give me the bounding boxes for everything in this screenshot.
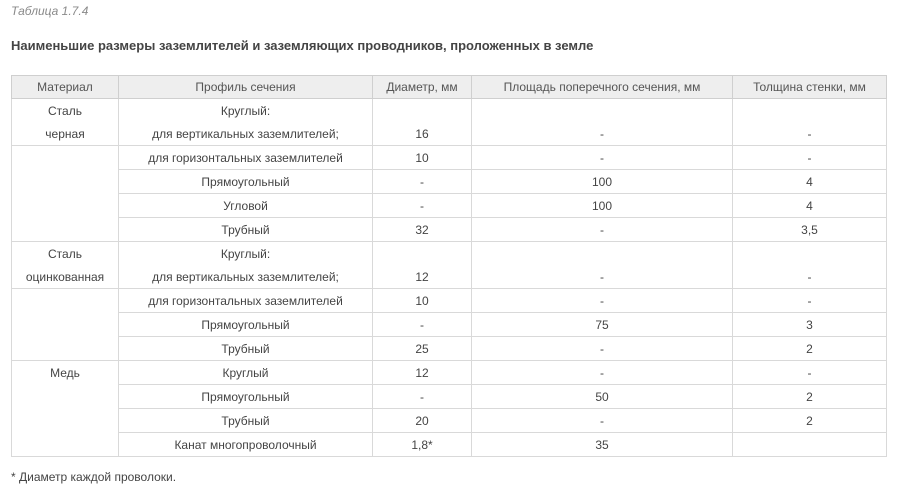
cell-diameter: 12 xyxy=(373,361,472,385)
table-row xyxy=(12,361,887,385)
table-header-row xyxy=(12,76,887,99)
table-row xyxy=(12,409,887,433)
table-row xyxy=(12,122,887,146)
table-row xyxy=(12,433,887,457)
table-body xyxy=(12,99,887,457)
cell-thickness: - xyxy=(733,361,887,385)
cell-profile: Прямоугольный xyxy=(119,313,373,337)
cell-area: - xyxy=(472,218,733,242)
cell-profile: Прямоугольный xyxy=(119,170,373,194)
cell-material xyxy=(12,313,119,337)
cell-diameter: 32 xyxy=(373,218,472,242)
cell-profile: для вертикальных заземлителей; xyxy=(119,265,373,289)
cell-diameter: 25 xyxy=(373,337,472,361)
cell-area: - xyxy=(472,265,733,289)
cell-material xyxy=(12,409,119,433)
cell-thickness: - xyxy=(733,265,887,289)
cell-thickness xyxy=(733,242,887,266)
cell-area: 35 xyxy=(472,433,733,457)
cell-diameter: 10 xyxy=(373,289,472,313)
table-row xyxy=(12,170,887,194)
header-profile: Профиль сечения xyxy=(119,76,373,99)
table-row xyxy=(12,313,887,337)
table-row xyxy=(12,218,887,242)
cell-profile: Трубный xyxy=(119,218,373,242)
cell-area: - xyxy=(472,122,733,146)
cell-thickness: - xyxy=(733,122,887,146)
cell-profile: Канат многопроволочный xyxy=(119,433,373,457)
cell-thickness: 4 xyxy=(733,194,887,218)
cell-profile: Трубный xyxy=(119,409,373,433)
cell-diameter: - xyxy=(373,170,472,194)
table-row xyxy=(12,99,887,123)
cell-profile: Круглый: xyxy=(119,99,373,123)
cell-diameter: 1,8* xyxy=(373,433,472,457)
cell-material xyxy=(12,170,119,194)
cell-thickness: 2 xyxy=(733,409,887,433)
cell-material: оцинкованная xyxy=(12,265,119,289)
header-diameter: Диаметр, мм xyxy=(373,76,472,99)
cell-diameter: 20 xyxy=(373,409,472,433)
table-row xyxy=(12,265,887,289)
cell-diameter: 12 xyxy=(373,265,472,289)
header-material: Материал xyxy=(12,76,119,99)
cell-thickness: 2 xyxy=(733,337,887,361)
cell-area: - xyxy=(472,146,733,170)
cell-material: Сталь xyxy=(12,242,119,266)
cell-diameter: - xyxy=(373,385,472,409)
cell-material: Сталь xyxy=(12,99,119,123)
cell-area xyxy=(472,99,733,123)
cell-profile: Прямоугольный xyxy=(119,385,373,409)
cell-material xyxy=(12,337,119,361)
cell-profile: Трубный xyxy=(119,337,373,361)
cell-thickness xyxy=(733,433,887,457)
cell-diameter: - xyxy=(373,194,472,218)
cell-thickness: 4 xyxy=(733,170,887,194)
cell-thickness: 3,5 xyxy=(733,218,887,242)
cell-profile: для вертикальных заземлителей; xyxy=(119,122,373,146)
cell-thickness: 3 xyxy=(733,313,887,337)
header-area: Площадь поперечного сечения, мм xyxy=(472,76,733,99)
cell-area: 100 xyxy=(472,170,733,194)
cell-profile: Угловой xyxy=(119,194,373,218)
cell-material xyxy=(12,218,119,242)
table-row xyxy=(12,242,887,266)
electrodes-table xyxy=(11,75,887,457)
cell-diameter: 10 xyxy=(373,146,472,170)
cell-diameter: 16 xyxy=(373,122,472,146)
cell-area xyxy=(472,242,733,266)
cell-profile: для горизонтальных заземлителей xyxy=(119,289,373,313)
table-row xyxy=(12,385,887,409)
table-title: Наименьшие размеры заземлителей и заземляющих проводников, проложенных в земле xyxy=(11,38,594,53)
cell-material xyxy=(12,433,119,457)
table-row xyxy=(12,289,887,313)
table-caption: Таблица 1.7.4 xyxy=(11,4,89,18)
cell-material: черная xyxy=(12,122,119,146)
cell-area: - xyxy=(472,409,733,433)
cell-thickness: - xyxy=(733,289,887,313)
cell-thickness xyxy=(733,99,887,123)
cell-area: 75 xyxy=(472,313,733,337)
cell-area: - xyxy=(472,361,733,385)
cell-diameter: - xyxy=(373,313,472,337)
cell-material xyxy=(12,146,119,170)
cell-thickness: - xyxy=(733,146,887,170)
cell-area: - xyxy=(472,289,733,313)
header-thickness: Толщина стенки, мм xyxy=(733,76,887,99)
table-row xyxy=(12,146,887,170)
cell-material xyxy=(12,194,119,218)
footnote: * Диаметр каждой проволоки. xyxy=(11,470,177,484)
cell-thickness: 2 xyxy=(733,385,887,409)
cell-material xyxy=(12,289,119,313)
cell-material: Медь xyxy=(12,361,119,385)
cell-area: 50 xyxy=(472,385,733,409)
cell-diameter xyxy=(373,242,472,266)
table-row xyxy=(12,337,887,361)
cell-profile: Круглый: xyxy=(119,242,373,266)
cell-profile: для горизонтальных заземлителей xyxy=(119,146,373,170)
cell-area: 100 xyxy=(472,194,733,218)
cell-area: - xyxy=(472,337,733,361)
table-row xyxy=(12,194,887,218)
cell-profile: Круглый xyxy=(119,361,373,385)
cell-material xyxy=(12,385,119,409)
cell-diameter xyxy=(373,99,472,123)
